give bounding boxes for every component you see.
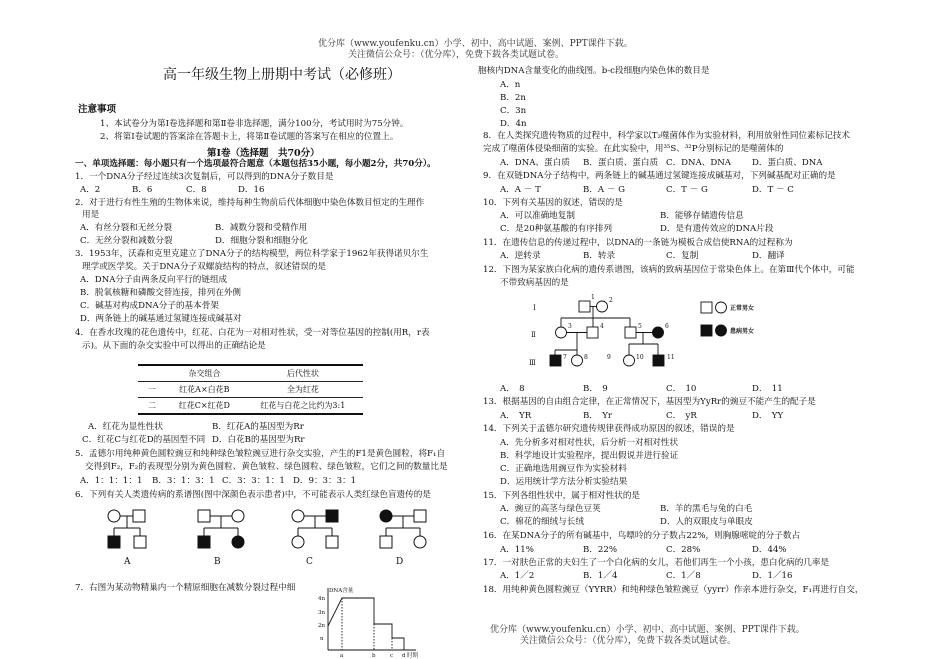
pedigree-male <box>198 510 210 522</box>
q5-option-c: C．3：3：1：1 <box>222 476 285 486</box>
pedigree-female <box>108 510 120 522</box>
pedigree-female <box>414 536 426 548</box>
q7-stem: 7．右图为某动物精巢内一个精原细胞在减数分裂过程中细 <box>75 583 296 593</box>
pedigree-female <box>556 327 567 338</box>
q13-option-b: B． Yr <box>583 411 612 421</box>
q9-option-b: B．A － G <box>583 185 626 195</box>
q6-stem: 6．下列有关人类遗传病的系谱图(图中深颜色表示患者)中，不可能表示人类红绿色盲遗传的是 <box>75 490 431 500</box>
pedigree-number: 3 <box>568 323 572 330</box>
q2-option-c: C．无丝分裂和减数分裂 <box>80 236 173 246</box>
q1-option-b: B．6 <box>132 185 153 195</box>
pedigree-affected-female <box>232 536 244 548</box>
pedigree-male <box>134 536 146 548</box>
q7-stem-cont: 胞核内DNA含量变化的曲线图。b-c段细胞内染色体的数目是 <box>478 66 710 76</box>
q17-option-c: C．1／8 <box>666 571 701 581</box>
q12-pedigree-figure <box>525 290 795 380</box>
generation-label-1: Ⅰ <box>533 304 536 312</box>
pedigree-label-c: C <box>306 557 313 567</box>
q4-option-a: A．红花为显性性状 <box>88 422 163 432</box>
pedigree-number: 2 <box>609 297 613 304</box>
q13-option-c: C． yR <box>666 411 697 421</box>
pedigree-affected-female <box>380 510 392 522</box>
q1-option-a: A．2 <box>80 185 101 195</box>
section1-heading: 一、单项选择题：每小题只有一个选项最符合题意（本题包括35小题，每小题2分，共70分）。 <box>75 159 436 169</box>
cross-table <box>138 364 363 415</box>
pedigree-male <box>380 536 392 548</box>
legend-affected-female <box>716 325 727 336</box>
pedigree-affected-male <box>653 355 664 366</box>
legend-affected-male <box>701 325 712 336</box>
q17-option-a: A．1／2 <box>500 571 535 581</box>
q3-option-d: D．两条链上的碱基通过氢键连接成碱基对 <box>80 314 242 324</box>
q5-stem: 5．孟德尔用纯种黄色圆粒豌豆和纯种绿色皱粒豌豆进行杂交实验，产生的F1是黄色圆粒，将F₁自 <box>75 449 446 459</box>
part1-heading: 第Ⅰ卷（选择题 共70分） <box>207 148 320 159</box>
q11-stem: 11．在遗传信息的传递过程中，以DNA的一条链为模板合成信使RNA的过程称为 <box>483 238 793 248</box>
q15-option-a: A．豌豆的高茎与绿色豆荚 <box>500 504 601 514</box>
q12-stem-cont: 不带致病基因的是 <box>500 278 569 288</box>
q6-pedigree-figure <box>100 502 440 572</box>
table-cell: 一 <box>138 382 166 398</box>
q9-stem: 9．在双链DNA分子结构中，两条链上的碱基通过氢键连接成碱基对，下列碱基配对正确的是 <box>483 171 836 181</box>
q8-stem-cont: 完成了噬菌体侵染细菌的实验。在此实验中，用³⁵S、³²P分别标记的是噬菌体的 <box>483 144 784 154</box>
q3-option-a: A．DNA分子由两条反向平行的链组成 <box>80 275 228 285</box>
q4-option-b: B．红花A的基因型为Rr <box>212 422 304 432</box>
header-line-2: 关注微信公众号：（优分库），免费下载各类试题试卷。 <box>348 50 565 60</box>
q8-option-a: A．DNA、蛋白质 <box>500 158 570 168</box>
graph-y-label: DNA含量 <box>329 588 354 594</box>
pedigree-number: 1 <box>591 294 595 301</box>
q4-option-d: D．白花B的基因型为Rr <box>212 435 305 445</box>
q4-option-c: C．红花C与红花D的基因型不同 <box>82 435 206 445</box>
q10-stem: 10．下列有关基因的叙述，错误的是 <box>483 198 623 208</box>
q7-dna-graph <box>312 584 424 658</box>
notice-2: 2、将第Ⅰ卷试题的答案涂在答题卡上，将第Ⅱ卷试题的答案写在相应的位置上。 <box>100 132 399 142</box>
q16-option-a: A．11% <box>500 545 534 555</box>
q17-option-d: D．1／16 <box>752 571 793 581</box>
q8-option-c: C．DNA、DNA <box>666 158 731 168</box>
q16-option-d: D．44% <box>752 545 787 555</box>
q12-option-a: A． 8 <box>500 384 525 394</box>
pedigree-number: 9 <box>607 354 611 361</box>
footer-line-2: 关注微信公众号：（优分库），免费下载各类试题试卷。 <box>520 636 737 646</box>
q11-option-d: D．翻译 <box>752 251 785 261</box>
table-row <box>138 382 363 398</box>
q14-option-a: A．先分析多对相对性状，后分析一对相对性状 <box>500 438 679 448</box>
q1-stem: 1．一个DNA分子经过连续3次复制后，可以得到的DNA分子数目是 <box>75 172 334 182</box>
q7-option-c: C．3n <box>500 106 527 116</box>
pedigree-affected-male <box>326 510 338 522</box>
pedigree-label-d: D <box>396 557 404 567</box>
q15-stem: 15．下列各组性状中，属于相对性状的是 <box>483 491 641 501</box>
q15-option-d: D．人的双眼皮与单眼皮 <box>660 517 753 527</box>
graph-x-label: 时期 <box>407 653 419 658</box>
q14-stem: 14．下列关于孟德尔研究遗传规律获得成功原因的叙述，错误的是 <box>483 424 735 434</box>
q8-option-b: B．蛋白质、蛋白质 <box>583 158 659 168</box>
table-cell: 全为红花 <box>243 382 363 398</box>
graph-point-d: d <box>402 653 406 658</box>
notice-heading: 注意事项 <box>78 104 117 115</box>
table-cell: 红花A×白花B <box>166 382 243 398</box>
graph-tick-4n: 4n <box>318 596 326 602</box>
q7-option-d: D．4n <box>500 119 527 129</box>
q10-option-c: C．是20种氨基酸的有序排列 <box>500 224 613 234</box>
notice-1: 1、本试卷分为第Ⅰ卷选择题和第Ⅱ卷非选择题，满分100分，考试用时为75分钟。 <box>100 119 409 129</box>
q1-option-c: C．8 <box>186 185 207 195</box>
graph-point-c: c <box>390 653 394 658</box>
q14-option-d: D．运用统计学方法分析实验结果 <box>500 477 628 487</box>
q9-option-a: A．A － T <box>500 185 541 195</box>
q3-option-c: C．碱基对构成DNA分子的基本骨架 <box>80 301 219 311</box>
q2-stem: 2．对于进行有性生殖的生物体来说，维持每种生物前后代体细胞中染色体数目恒定的生理作 <box>75 198 425 208</box>
pedigree-label-a: A <box>124 557 131 567</box>
q18-stem: 18．用纯种黄色圆粒豌豆（YYRR）和纯种绿色皱粒豌豆（yyrr）作亲本进行杂交，F₁再进行自交， <box>483 585 864 595</box>
q5-option-d: D．9：3：3：1 <box>293 476 357 486</box>
q14-option-c: C．正确地选用豌豆作为实验材料 <box>500 464 627 474</box>
graph-tick-n: n <box>320 636 324 642</box>
table-header-row <box>138 365 363 382</box>
pedigree-number: 5 <box>638 323 642 330</box>
graph-tick-3n: 3n <box>318 610 326 616</box>
q15-option-c: C．棉花的细绒与长绒 <box>500 517 584 527</box>
q17-stem: 17．一对肤色正常的夫妇生了一个白化病的女儿，若他们再生一个小孩，患白化病的几率是 <box>483 558 830 568</box>
q3-stem: 3．1953年，沃森和克里克建立了DNA分子的结构模型，两位科学家于1962年获得诺贝尔生 <box>75 249 429 259</box>
footer-line-1: 优分库（www.youfenku.cn）小学、初中、高中试题、案例、PPT课件下载。 <box>490 625 805 635</box>
pedigree-male <box>579 301 590 312</box>
q2-option-b: B．减数分裂和受精作用 <box>215 223 308 233</box>
pedigree-female <box>597 301 608 312</box>
q5-option-a: A．1：1：1：1 <box>80 476 143 486</box>
q10-option-d: D．是有遗传效应的DNA片段 <box>660 224 774 234</box>
q15-option-b: B．羊的黑毛与兔的白毛 <box>660 504 753 514</box>
legend-normal-label: 正常男女 <box>730 305 755 312</box>
pedigree-number: 11 <box>667 354 675 361</box>
pedigree-label-b: B <box>214 557 221 567</box>
graph-point-a: a <box>340 653 344 658</box>
legend-normal-male <box>701 302 712 313</box>
legend-normal-female <box>716 302 727 313</box>
q8-stem: 8．在人类探究遗传物质的过程中，科学家以T₂噬菌体作为实验材料，利用放射性同位素标记技术 <box>483 131 850 141</box>
q4-stem-cont: 示)。从下面的杂交实验中可以得出的正确结论是 <box>82 341 266 351</box>
pedigree-male <box>587 327 598 338</box>
pedigree-male <box>625 327 636 338</box>
q16-option-c: C．28% <box>666 545 701 555</box>
pedigree-number: 4 <box>600 323 604 330</box>
q4-stem: 4．在香水玫瑰的花色遗传中，红花、白花为一对相对性状，受一对等位基因的控制(用R，r表 <box>75 328 430 338</box>
q12-option-d: D． 11 <box>752 384 783 394</box>
pedigree-male <box>326 536 338 548</box>
pedigree-affected-male <box>550 355 561 366</box>
q12-option-c: C． 10 <box>666 384 697 394</box>
legend-affected-label: 患病男女 <box>730 328 755 335</box>
q16-option-b: B．22% <box>583 545 618 555</box>
q1-option-d: D．16 <box>238 185 265 195</box>
graph-tick-2n: 2n <box>318 623 326 629</box>
pedigree-female <box>292 536 304 548</box>
generation-label-3: Ⅲ <box>529 359 536 367</box>
q10-option-b: B．能够存储遗传信息 <box>660 211 744 221</box>
q3-stem-cont: 理学或医学奖。关于DNA分子双螺旋结构的特点，叙述错误的是 <box>82 262 327 272</box>
generation-label-2: Ⅱ <box>531 331 536 339</box>
q13-option-a: A． YR <box>500 411 532 421</box>
q12-option-b: B． 9 <box>583 384 608 394</box>
pedigree-number: 10 <box>636 354 644 361</box>
pedigree-affected-male <box>198 536 210 548</box>
pedigree-affected-male <box>108 536 120 548</box>
q2-option-d: D．细胞分裂和细胞分化 <box>215 236 308 246</box>
q9-option-c: C．T － G <box>666 185 708 195</box>
q3-option-b: B．脱氧核糖和磷酸交替连接，排列在外侧 <box>80 288 242 298</box>
pedigree-female <box>572 355 583 366</box>
pedigree-female <box>292 510 304 522</box>
q13-stem: 13．根据基因的自由组合定律，在正常情况下，基因型为YyRr的豌豆不能产生的配子是 <box>483 397 816 407</box>
graph-point-b: b <box>372 653 376 658</box>
table-cell: 红花C×红花D <box>166 398 243 415</box>
q11-option-b: B．转录 <box>583 251 616 261</box>
q17-option-b: B．1／4 <box>583 571 618 581</box>
table-cell: 二 <box>138 398 166 415</box>
exam-title: 高一年级生物上册期中考试（必修班） <box>163 67 401 83</box>
q8-option-d: D．蛋白质、DNA <box>752 158 823 168</box>
q11-option-a: A．逆转录 <box>500 251 541 261</box>
q13-option-d: D． YY <box>752 411 784 421</box>
pedigree-number: 7 <box>563 354 567 361</box>
pedigree-female <box>232 510 244 522</box>
pedigree-number: 6 <box>665 323 669 330</box>
q14-option-b: B．科学地设计实验程序，提出假说并进行验证 <box>500 451 679 461</box>
q2-option-a: A．有丝分裂和无丝分裂 <box>80 223 173 233</box>
table-row <box>138 398 363 415</box>
q7-option-a: A．n <box>500 80 521 90</box>
graph-dna-curve <box>328 598 404 650</box>
q2-stem-cont: 用是 <box>82 210 100 220</box>
pedigree-number: 8 <box>584 354 588 361</box>
table-cell: 红花与白花之比约为3:1 <box>243 398 363 415</box>
q5-stem-cont: 交得到F₂，F₂的表现型分别为黄色圆粒、黄色皱粒、绿色圆粒、绿色皱粒，它们之间的数量比是 <box>85 462 448 472</box>
q12-stem: 12．下图为某家族白化病的遗传系谱图，该病的致病基因位于常染色体上。在第Ⅲ代个体中，可能 <box>483 265 855 275</box>
q11-option-c: C．复制 <box>666 251 699 261</box>
q10-option-a: A．可以准确地复制 <box>500 211 575 221</box>
pedigree-female <box>624 355 635 366</box>
q7-option-b: B．2n <box>500 93 526 103</box>
q16-stem: 16．在某DNA分子的所有碱基中，鸟嘌呤的分子数占22%，则胸腺嘧啶的分子数占 <box>483 531 801 541</box>
header-line-1: 优分库（www.youfenku.cn）小学、初中、高中试题、案例、PPT课件下载。 <box>318 39 633 49</box>
pedigree-male <box>133 510 145 522</box>
pedigree-affected-female <box>653 327 664 338</box>
table-header-offspring: 后代性状 <box>243 365 363 382</box>
pedigree-male <box>414 510 426 522</box>
q9-option-d: D．T － C <box>752 185 794 195</box>
q5-option-b: B．3：1：3：1 <box>152 476 215 486</box>
table-header-cross: 杂交组合 <box>166 365 243 382</box>
